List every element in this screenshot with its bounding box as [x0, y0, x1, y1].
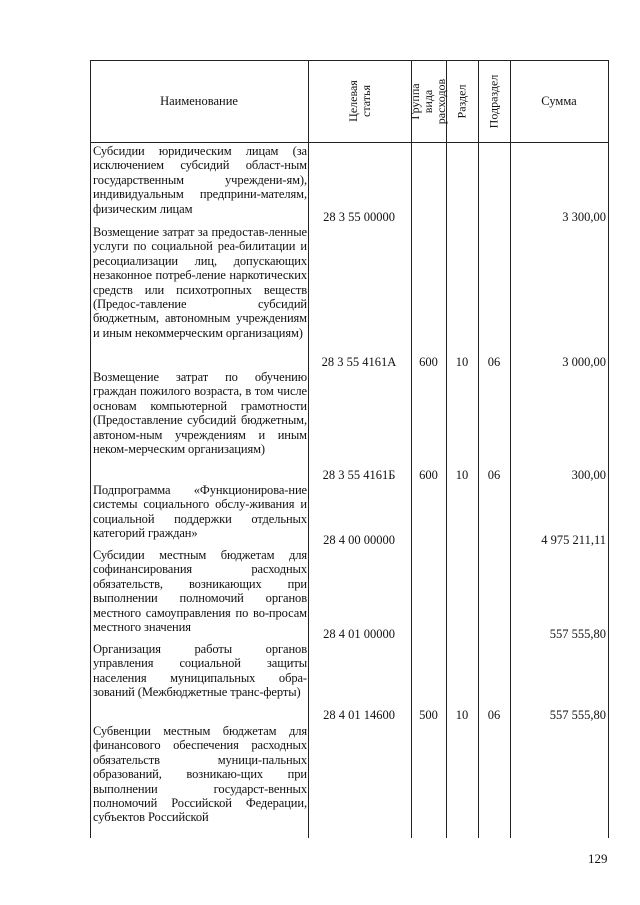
row-subsection: 06	[487, 708, 501, 722]
row-sum: 557 555,80	[549, 708, 606, 722]
row-name: Субсидии местным бюджетам для софинансирования расходных обязательств, возникающих при выполнении полномочий органов местного самоуправления по во-просам местного значения	[93, 548, 307, 635]
row-target-code: 28 4 01 00000	[323, 627, 395, 641]
header-section: Раздел	[454, 84, 469, 118]
header-target-cell	[308, 60, 411, 142]
header-name: Наименование	[160, 94, 238, 108]
header-subsection: Подраздел	[486, 74, 501, 128]
row-sum: 3 000,00	[562, 355, 606, 369]
row-section: 10	[455, 468, 469, 482]
row-sum: 3 300,00	[562, 210, 606, 224]
row-target-code: 28 3 55 4161А	[321, 355, 397, 369]
header-group-cell	[408, 60, 448, 142]
header-bottom-border	[90, 142, 609, 143]
table-right-border	[608, 60, 609, 838]
header-target: Целевая статья	[345, 80, 373, 122]
row-name: Подпрограмма «Функционирова-ние системы социального обслу-живания и социальной поддержки отдельных категорий граждан»	[93, 483, 307, 541]
header-section-cell	[446, 60, 478, 142]
row-group: 500	[419, 708, 438, 722]
row-sum: 557 555,80	[549, 627, 606, 641]
row-target-code: 28 4 01 14600	[323, 708, 395, 722]
page-number: 129	[588, 851, 608, 866]
row-target-code: 28 3 55 00000	[323, 210, 395, 224]
row-subsection: 06	[487, 468, 501, 482]
row-sum: 4 975 211,11	[541, 533, 606, 547]
row-sum: 300,00	[571, 468, 606, 482]
row-section: 10	[455, 708, 469, 722]
row-name: Организация работы органов управления социальной защиты населения муниципальных обра-зований (Межбюджетные транс-ферты)	[93, 642, 307, 700]
row-target-code: 28 4 00 00000	[323, 533, 395, 547]
row-name: Субвенции местным бюджетам для финансового обеспечения расходных обязательств муници-пальных образований, возникаю-щих при выполнении государст-венных полномочий Российской Федерации, субъектов Российской	[93, 724, 307, 825]
row-target-code: 28 3 55 4161Б	[322, 468, 396, 482]
header-group: Группа вида расходов	[408, 78, 448, 124]
row-name: Возмещение затрат за предостав-ленные услуги по социальной реа-билитации и ресоциализации лиц, допускающих незаконное потреб-ление наркотических средств или психотропных веществ (Предос-тавление субсидий бюджетным, автономным учреждениям и иным некоммерческим организациям)	[93, 225, 307, 340]
row-name: Субсидии юридическим лицам (за исключением субсидий област-ным государственным учреждени-ям), индивидуальным предприни-мателям, физическим лицам	[93, 144, 307, 216]
row-section: 10	[455, 355, 469, 369]
row-name: Возмещение затрат по обучению граждан пожилого возраста, в том числе основам компьютерной грамотности (Предоставление субсидий бюджетным, автоном-ным учреждениям и иным неком-мерческим организациям)	[93, 370, 307, 457]
row-subsection: 06	[487, 355, 501, 369]
row-group: 600	[419, 468, 438, 482]
table-left-border	[90, 60, 91, 838]
header-sum: Сумма	[541, 94, 577, 108]
header-subsection-cell	[478, 60, 510, 142]
row-group: 600	[419, 355, 438, 369]
